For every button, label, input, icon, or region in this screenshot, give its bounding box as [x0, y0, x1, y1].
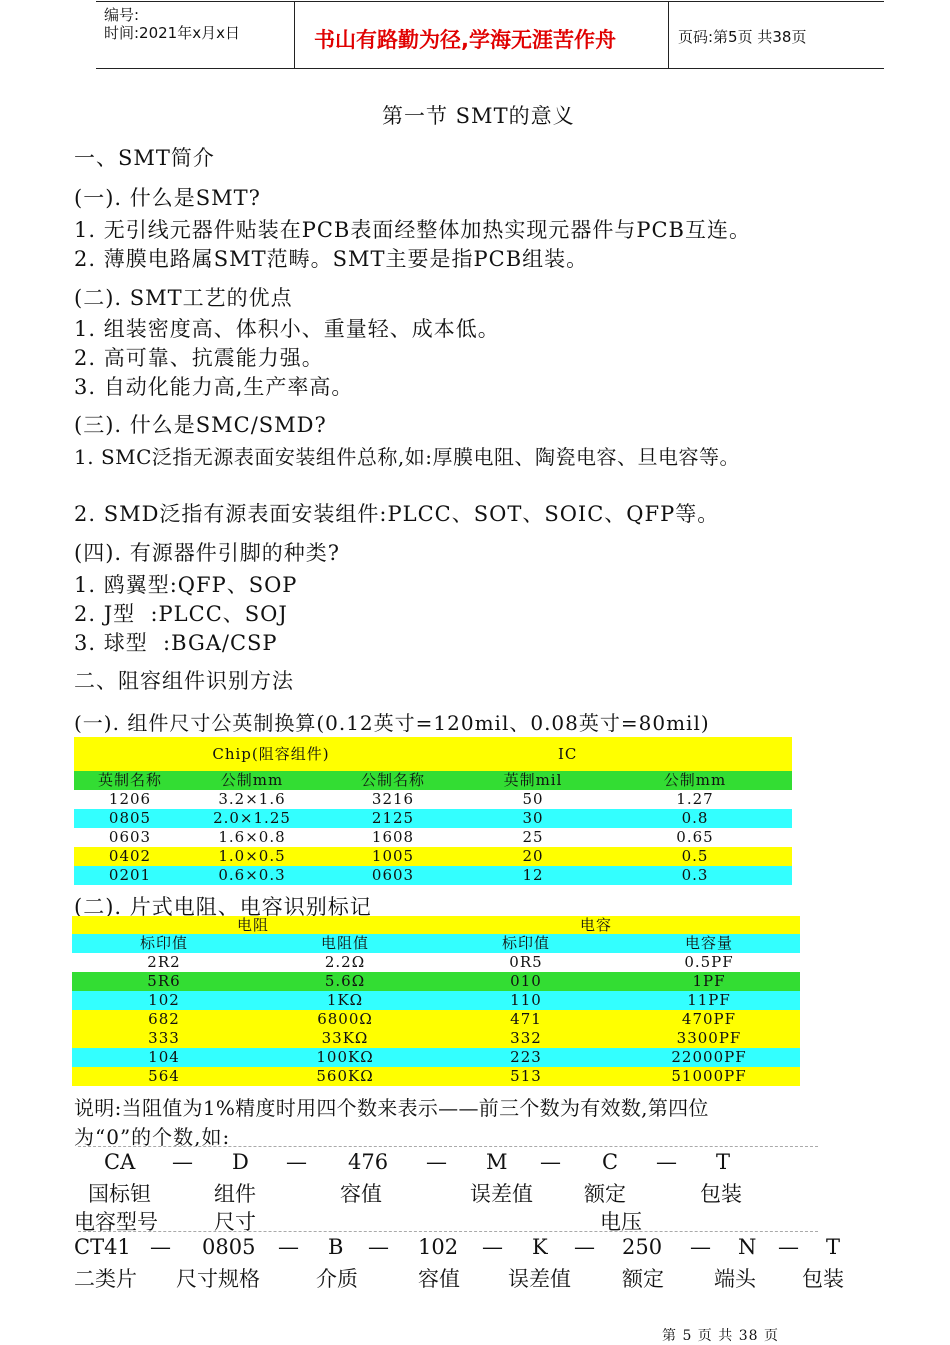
table-cell: 0402	[108, 847, 152, 865]
table-cell: 110	[510, 991, 542, 1009]
dashed-rule	[78, 1146, 818, 1147]
code2-label: 容值	[418, 1267, 460, 1291]
code1-sep: —	[656, 1150, 677, 1174]
ic-group-header: IC	[558, 744, 578, 763]
q2-item: 3. 自动化能力高,生产率高。	[74, 375, 354, 399]
table-cell: 2R2	[147, 953, 181, 971]
table-cell: 682	[148, 1010, 180, 1028]
code1-label: 容值	[340, 1182, 382, 1206]
table-cell: 560KΩ	[316, 1067, 374, 1085]
column-header: 公制mm	[663, 771, 727, 789]
code2-sep: —	[368, 1235, 389, 1259]
resistor-group-header: 电阻	[236, 916, 269, 934]
chip-group-header: Chip(阻容组件)	[212, 744, 330, 763]
header-page: 页码:第5页 共38页	[678, 28, 807, 46]
table-cell: 33KΩ	[321, 1029, 369, 1047]
code1-label: 尺寸	[214, 1210, 256, 1234]
table-cell: 0.5	[681, 847, 709, 865]
table-cell: 3.2×1.6	[218, 790, 286, 808]
part1-heading: 一、SMT简介	[74, 146, 215, 170]
column-header: 电阻值	[320, 934, 369, 952]
table-cell: 0201	[108, 866, 152, 884]
table-cell: 5.6Ω	[324, 972, 366, 990]
q2-item: 2. 高可靠、抗震能力强。	[74, 346, 324, 370]
header-number: 编号:	[104, 6, 140, 24]
q3-item: 2. SMD泛指有源表面安装组件:PLCC、SOT、SOIC、QFP等。	[74, 502, 720, 526]
code2-sep: —	[690, 1235, 711, 1259]
table-cell: 30	[522, 809, 544, 827]
marking-table	[72, 916, 800, 1086]
table-cell: 0603	[108, 828, 152, 846]
table-row	[74, 809, 792, 828]
code2-part: CT41	[74, 1235, 131, 1259]
code2-part: T	[826, 1235, 841, 1259]
table-cell: 0.5PF	[684, 953, 734, 971]
table-cell: 1608	[371, 828, 415, 846]
table-cell: 1KΩ	[326, 991, 364, 1009]
table-cell: 0805	[108, 809, 152, 827]
column-header: 英制名称	[97, 771, 162, 789]
column-header: 公制mm	[220, 771, 284, 789]
q4-item: 2. J型 :PLCC、SOJ	[74, 602, 288, 626]
code1-label: 电容型号	[74, 1210, 158, 1234]
table-cell: 1.0×0.5	[218, 847, 286, 865]
table-cell: 223	[510, 1048, 542, 1066]
table-header-row	[74, 771, 792, 790]
table-row	[74, 847, 792, 866]
table-row	[72, 1029, 800, 1048]
table-cell: 104	[148, 1048, 180, 1066]
code2-part: 250	[622, 1235, 663, 1259]
code1-label: 国标钽	[88, 1182, 151, 1206]
sub1-heading: (一). 组件尺寸公英制换算(0.12英寸=120mil、0.08英寸=80mil)	[74, 711, 710, 735]
table-cell: 3216	[371, 790, 415, 808]
table-cell: 0.6×0.3	[218, 866, 286, 884]
table-cell: 100KΩ	[316, 1048, 374, 1066]
code1-part: M	[486, 1150, 508, 1174]
table-header-row	[72, 934, 800, 953]
code2-label: 二类片	[74, 1267, 137, 1291]
header-bottom-rule	[96, 68, 884, 69]
table-row	[74, 866, 792, 885]
table-cell: 332	[510, 1029, 542, 1047]
code1-label: 误差值	[470, 1182, 533, 1206]
q3-item: 1. SMC泛指无源表面安装组件总称,如:厚膜电阻、陶瓷电容、旦电容等。	[74, 445, 741, 469]
code2-part: 102	[418, 1235, 459, 1259]
table-cell: 0R5	[509, 953, 543, 971]
table-cell: 1005	[371, 847, 415, 865]
q4-item: 1. 鸥翼型:QFP、SOP	[74, 573, 298, 597]
sub2-heading: (二). 片式电阻、电容识别标记	[74, 895, 372, 919]
code1-part: CA	[104, 1150, 136, 1174]
table-row	[72, 1067, 800, 1086]
table-row	[74, 790, 792, 809]
table-cell: 1206	[108, 790, 152, 808]
table-cell: 3300PF	[676, 1029, 742, 1047]
code2-sep: —	[574, 1235, 595, 1259]
code2-sep: —	[150, 1235, 171, 1259]
size-table	[74, 737, 792, 885]
dashed-rule	[78, 1231, 818, 1232]
table-row	[74, 828, 792, 847]
table-cell: 5R6	[147, 972, 181, 990]
table-cell: 0.8	[681, 809, 709, 827]
column-header: 公制名称	[360, 771, 425, 789]
table-row	[72, 972, 800, 991]
code2-part: B	[328, 1235, 344, 1259]
table-cell: 2.0×1.25	[213, 809, 291, 827]
table-cell: 2.2Ω	[324, 953, 366, 971]
table-cell: 0.3	[681, 866, 709, 884]
table-cell: 25	[522, 828, 544, 846]
code1-label: 额定	[584, 1182, 626, 1206]
header-time: 时间:2021年x月x日	[104, 24, 240, 42]
table-cell: 470PF	[681, 1010, 737, 1028]
table-cell: 1PF	[692, 972, 726, 990]
code2-sep: —	[278, 1235, 299, 1259]
code1-label: 包装	[700, 1182, 742, 1206]
code1-part: C	[602, 1150, 619, 1174]
table-cell: 1.27	[676, 790, 714, 808]
table-cell: 20	[522, 847, 544, 865]
column-header: 电容量	[684, 934, 733, 952]
table-cell: 12	[522, 866, 544, 884]
code2-label: 包装	[802, 1267, 844, 1291]
code1-part: T	[716, 1150, 731, 1174]
header-divider	[668, 2, 669, 68]
table-cell: 22000PF	[671, 1048, 747, 1066]
code1-label: 组件	[214, 1182, 256, 1206]
header-motto: 书山有路勤为径,学海无涯苦作舟	[314, 28, 616, 52]
table-cell: 333	[148, 1029, 180, 1047]
code1-part: 476	[348, 1150, 389, 1174]
code2-label: 端头	[714, 1267, 756, 1291]
page-footer: 第 5 页 共 38 页	[662, 1328, 779, 1344]
table-cell: 010	[510, 972, 542, 990]
column-header: 标印值	[501, 934, 550, 952]
code2-label: 额定	[622, 1267, 664, 1291]
q1-item: 2. 薄膜电路属SMT范畴。SMT主要是指PCB组装。	[74, 247, 589, 271]
q3-heading: (三). 什么是SMC/SMD?	[74, 413, 327, 437]
q2-heading: (二). SMT工艺的优点	[74, 286, 293, 310]
q4-heading: (四). 有源器件引脚的种类?	[74, 541, 340, 565]
code2-sep: —	[778, 1235, 799, 1259]
code2-label: 误差值	[508, 1267, 571, 1291]
table-row	[72, 1048, 800, 1067]
code2-part: N	[738, 1235, 757, 1259]
table-cell: 0603	[371, 866, 415, 884]
code1-sep: —	[172, 1150, 193, 1174]
table-cell: 50	[522, 790, 544, 808]
table-cell: 0.65	[676, 828, 714, 846]
table-cell: 51000PF	[671, 1067, 747, 1085]
q4-item: 3. 球型 :BGA/CSP	[74, 631, 278, 655]
section-title: 第一节 SMT的意义	[382, 104, 575, 128]
table-cell: 471	[510, 1010, 542, 1028]
column-header: 英制mil	[503, 771, 563, 789]
header-top-rule	[96, 1, 884, 2]
q2-item: 1. 组装密度高、体积小、重量轻、成本低。	[74, 317, 500, 341]
q1-heading: (一). 什么是SMT?	[74, 186, 261, 210]
code1-sep: —	[540, 1150, 561, 1174]
note-line: 说明:当阻值为1%精度时用四个数来表示——前三个数为有效数,第四位	[74, 1096, 709, 1120]
capacitor-group-header: 电容	[580, 916, 613, 934]
table-row	[72, 1010, 800, 1029]
header-divider	[294, 2, 295, 68]
table-cell: 513	[510, 1067, 542, 1085]
code2-sep: —	[482, 1235, 503, 1259]
code1-sep: —	[426, 1150, 447, 1174]
table-cell: 11PF	[687, 991, 731, 1009]
table-row	[72, 953, 800, 972]
table-cell: 564	[148, 1067, 180, 1085]
part2-heading: 二、阻容组件识别方法	[74, 669, 294, 693]
table-cell: 1.6×0.8	[218, 828, 286, 846]
note-line: 为“0”的个数,如:	[74, 1125, 231, 1149]
table-cell: 2125	[371, 809, 415, 827]
code2-part: K	[532, 1235, 548, 1259]
code2-part: 0805	[202, 1235, 256, 1259]
code1-sep: —	[286, 1150, 307, 1174]
table-cell: 6800Ω	[317, 1010, 373, 1028]
code1-part: D	[232, 1150, 249, 1174]
table-cell: 102	[148, 991, 180, 1009]
column-header: 标印值	[139, 934, 188, 952]
q1-item: 1. 无引线元器件贴装在PCB表面经整体加热实现元器件与PCB互连。	[74, 218, 751, 242]
code2-label: 尺寸规格	[176, 1267, 260, 1291]
code1-label: 电压	[600, 1210, 642, 1234]
code2-label: 介质	[316, 1267, 358, 1291]
table-row	[72, 991, 800, 1010]
